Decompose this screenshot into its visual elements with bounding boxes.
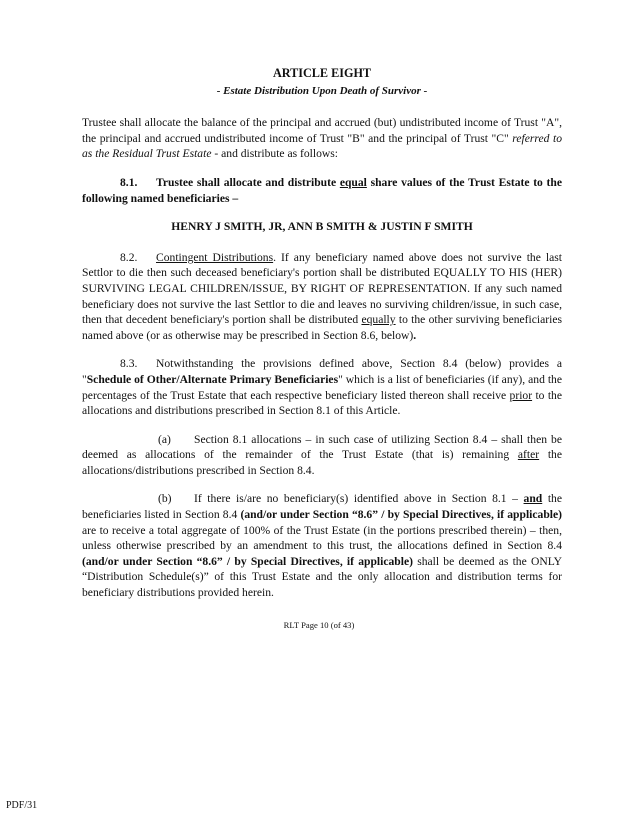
section-number: 8.2.	[120, 250, 138, 264]
page-footer: RLT Page 10 (of 43)	[283, 620, 355, 630]
document-page	[82, 66, 562, 614]
section-8-2	[82, 250, 562, 344]
section-8-3-b	[82, 491, 562, 600]
subsection-text-end: shall be deemed as the ONLY “Distribution Schedule(s)” of this Trust Estate and the only allocation and distribution terms for beneficiary distributions provided herein.	[82, 554, 563, 600]
section-underline: equal	[339, 175, 367, 189]
subsection-text-2: the beneficiaries listed in Section 8.4	[82, 492, 562, 522]
beneficiary-names: HENRY J SMITH, JR, ANN B SMITH & JUSTIN F SMITH	[171, 220, 473, 234]
pdf-page-marker: PDF/31	[6, 800, 38, 811]
section-text: Notwithstanding the provisions defined above, Section 8.4 (below) provides a "	[82, 357, 562, 386]
section-8-3-a	[82, 432, 562, 479]
subsection-label: (b)	[158, 492, 172, 506]
article-title: ARTICLE EIGHT	[272, 66, 372, 80]
subsection-underline: and	[523, 492, 543, 506]
section-underline: equally	[361, 313, 396, 327]
subsection-text-3: are to receive a total aggregate of 100% of the Trust Estate (in the portions prescribed therein) – then, unless otherwise prescribed by an amendment to this trust, the allocations defined in Section 8.4	[82, 523, 562, 553]
subsection-bold-1: (and/or under Section “8.6” / by Special Directives, if applicable)	[240, 508, 562, 522]
section-text-end: to the other surviving beneficiaries named above (or as otherwise may be prescribed in Section 8.6, below)	[82, 313, 563, 342]
section-text: Trustee shall allocate and distribute	[156, 175, 340, 189]
article-subtitle: - Estate Distribution Upon Death of Survivor -	[216, 84, 428, 97]
intro-text-end: - and distribute as follows:	[211, 147, 339, 161]
subsection-underline: after	[517, 448, 540, 462]
section-8-3	[82, 356, 562, 418]
section-number: 8.3.	[120, 357, 138, 371]
intro-paragraph	[82, 115, 562, 162]
section-text-end: to the allocations and distributions prescribed in Section 8.1 of this Article.	[82, 388, 563, 418]
section-period: .	[413, 328, 417, 342]
subsection-label: (a)	[158, 432, 171, 446]
subsection-text-end: the allocations/distributions prescribed in Section 8.4.	[82, 448, 563, 477]
section-text-end: share values of the Trust Estate to the following named beneficiaries –	[82, 175, 563, 205]
section-text: . If any beneficiary named above does not survive the last Settlor to die then such deceased beneficiary's portion shall be distributed EQUALLY TO HIS (HER) SURVIVING LEGAL CHILDREN/ISSUE, BY RIGHT OF REPRESENTATION. If any such named beneficiary does not survive the last Settlor to die and leaves no surviving children/issue, in such case, then that decedent beneficiary's portion shall be distributed	[82, 250, 563, 327]
subsection-text: If there is/are no beneficiary(s) identified above in Section 8.1 –	[194, 492, 524, 506]
subsection-bold-2: (and/or under Section “8.6” / by Special Directives, if applicable)	[82, 554, 413, 568]
section-heading: Contingent Distributions	[156, 250, 274, 264]
section-text-mid: " which is a list of beneficiaries (if any), and the percentages of the Trust Estate that each respective beneficiary listed thereon shall receive	[82, 372, 562, 402]
section-bold: Schedule of Other/Alternate Primary Beneficiaries	[86, 372, 339, 386]
intro-italic: referred to as the Residual Trust Estate	[82, 131, 562, 161]
subsection-text: Section 8.1 allocations – in such case of utilizing Section 8.4 – shall then be deemed as allocations of the remainder of the Trust Estate (that is) remaining	[82, 432, 562, 462]
section-underline: prior	[509, 388, 533, 402]
section-number: 8.1.	[120, 175, 138, 189]
intro-text: Trustee shall allocate the balance of the principal and accrued (but) undistributed income of Trust "A", the principal and accrued undistributed income of Trust "B" and the principal of Trust "C"	[82, 116, 562, 145]
section-8-1	[82, 175, 562, 206]
